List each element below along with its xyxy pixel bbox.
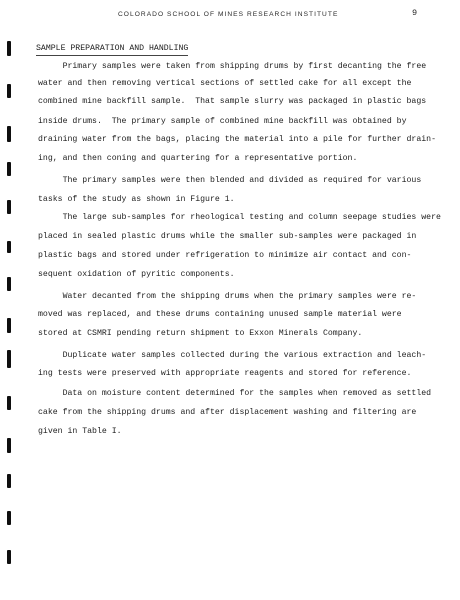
text-line: ing tests were preserved with appropriate reagents and stored for reference. — [38, 369, 412, 378]
text-line: plastic bags and stored under refrigeration to minimize air contact and con- — [38, 251, 412, 260]
text-line: Duplicate water samples collected during the various extraction and leach- — [38, 351, 427, 360]
text-line: sequent oxidation of pyritic components. — [38, 270, 235, 279]
section-heading: SAMPLE PREPARATION AND HANDLING — [36, 44, 189, 53]
text-line: inside drums. The primary sample of combined mine backfill was obtained by — [38, 117, 407, 126]
binder-hole-mark — [7, 318, 11, 333]
binder-hole-mark — [7, 41, 11, 56]
heading-underline — [36, 55, 188, 56]
binder-hole-mark — [7, 350, 11, 368]
text-line: tasks of the study as shown in Figure 1. — [38, 195, 235, 204]
text-line: moved was replaced, and these drums containing unused sample material were — [38, 310, 402, 319]
binder-hole-mark — [7, 550, 11, 564]
binder-hole-mark — [7, 396, 11, 410]
binder-hole-mark — [7, 162, 11, 176]
binder-hole-mark — [7, 200, 11, 214]
page-number: 9 — [412, 8, 418, 18]
text-line: given in Table I. — [38, 427, 122, 436]
binder-hole-mark — [7, 474, 11, 488]
text-line: ing, and then coning and quartering for a representative portion. — [38, 154, 358, 163]
binder-hole-mark — [7, 511, 11, 525]
running-header: COLORADO SCHOOL OF MINES RESEARCH INSTITUTE — [118, 11, 339, 18]
binder-hole-mark — [7, 84, 11, 98]
binder-hole-mark — [7, 277, 11, 291]
text-line: water and then removing vertical sections of settled cake for all except the — [38, 79, 412, 88]
text-line: Water decanted from the shipping drums when the primary samples were re- — [38, 292, 417, 301]
text-line: Primary samples were taken from shipping drums by first decanting the free — [38, 62, 427, 71]
text-line: The large sub-samples for rheological testing and column seepage studies were — [38, 213, 441, 222]
binder-hole-mark — [7, 126, 11, 142]
text-line: placed in sealed plastic drums while the smaller sub-samples were packaged in — [38, 232, 417, 241]
binder-hole-mark — [7, 438, 11, 453]
binder-hole-mark — [7, 241, 11, 253]
text-line: draining water from the bags, placing the material into a pile for further drain- — [38, 135, 436, 144]
text-line: stored at CSMRI pending return shipment to Exxon Minerals Company. — [38, 329, 363, 338]
text-line: The primary samples were then blended and divided as required for various — [38, 176, 422, 185]
text-line: combined mine backfill sample. That sample slurry was packaged in plastic bags — [38, 97, 427, 106]
text-line: cake from the shipping drums and after displacement washing and filtering are — [38, 408, 417, 417]
text-line: Data on moisture content determined for the samples when removed as settled — [38, 389, 432, 398]
